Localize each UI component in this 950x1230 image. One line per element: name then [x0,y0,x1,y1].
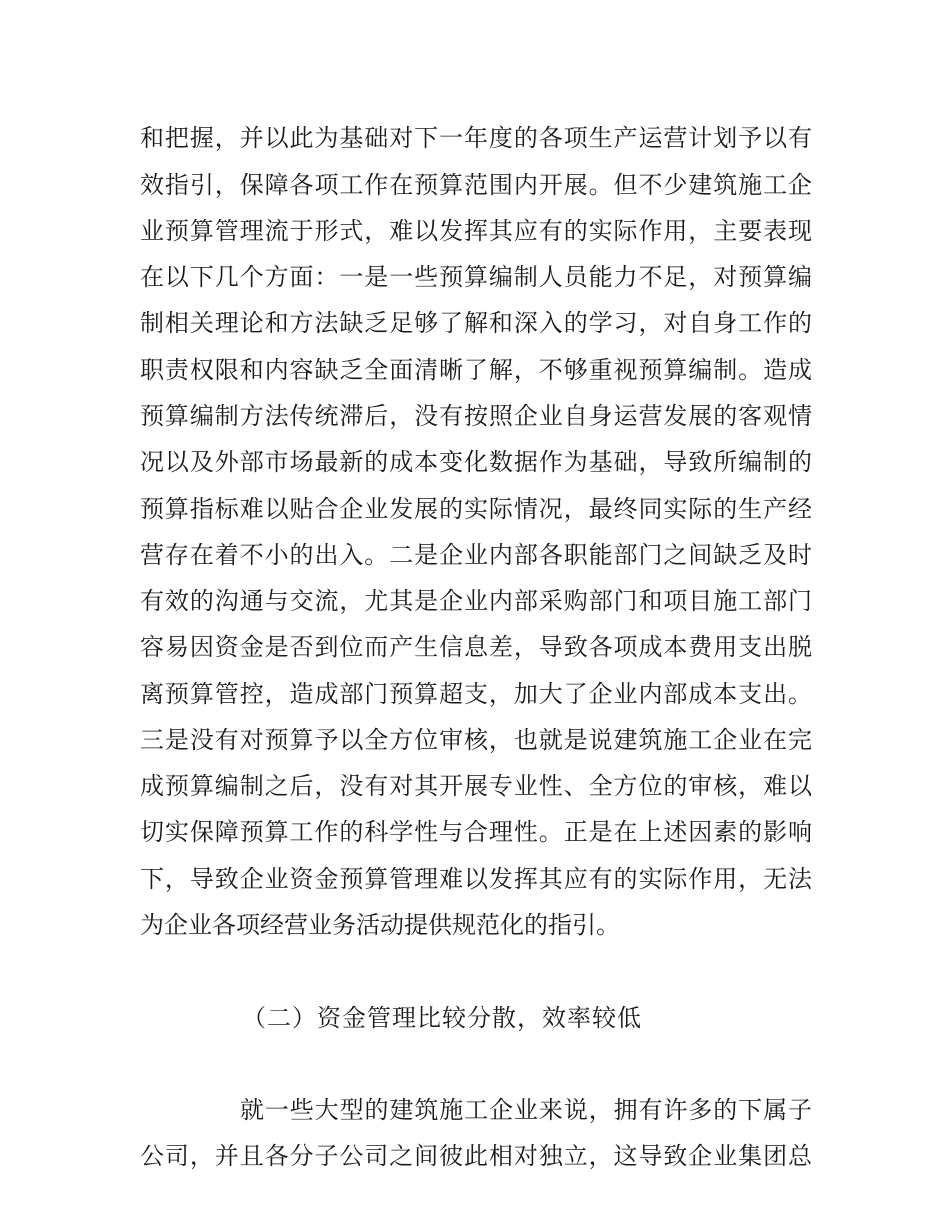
text-line: 下，导致企业资金预算管理难以发挥其应有的实际作用，无法 [140,865,812,893]
text-line: 效指引，保障各项工作在预算范围内开展。但不少建筑施工企 [140,171,812,199]
text-line: 就一些大型的建筑施工企业来说，拥有许多的下属子 [240,1096,812,1124]
text-line: 三是没有对预算予以全方位审核，也就是说建筑施工企业在完 [140,726,812,754]
text-line: 预算指标难以贴合企业发展的实际情况，最终同实际的生产经 [140,495,812,523]
text-line: 况以及外部市场最新的成本变化数据作为基础，导致所编制的 [140,448,812,476]
text-line: 成预算编制之后，没有对其开展专业性、全方位的审核，难以 [140,772,812,800]
text-line: 制相关理论和方法缺乏足够了解和深入的学习，对自身工作的 [140,309,812,337]
text-line: 切实保障预算工作的科学性与合理性。正是在上述因素的影响 [140,818,812,846]
text-line: 营存在着不小的出入。二是企业内部各职能部门之间缺乏及时 [140,541,812,569]
text-line: 预算编制方法传统滞后，没有按照企业自身运营发展的客观情 [140,402,812,430]
section-heading: （二）资金管理比较分散，效率较低 [242,1004,642,1032]
text-line: 在以下几个方面：一是一些预算编制人员能力不足，对预算编 [140,263,812,291]
text-line: 有效的沟通与交流，尤其是企业内部采购部门和项目施工部门 [140,587,812,615]
text-line: 业预算管理流于形式，难以发挥其应有的实际作用，主要表现 [140,217,812,245]
text-line: 离预算管控，造成部门预算超支，加大了企业内部成本支出。 [140,680,812,708]
text-line: 和把握，并以此为基础对下一年度的各项生产运营计划予以有 [140,124,812,152]
text-line: 公司，并且各分子公司之间彼此相对独立，这导致企业集团总 [140,1142,812,1170]
text-line: 容易因资金是否到位而产生信息差，导致各项成本费用支出脱 [140,633,812,661]
text-line: 为企业各项经营业务活动提供规范化的指引。 [140,911,620,939]
text-line: 职责权限和内容缺乏全面清晰了解，不够重视预算编制。造成 [140,356,812,384]
